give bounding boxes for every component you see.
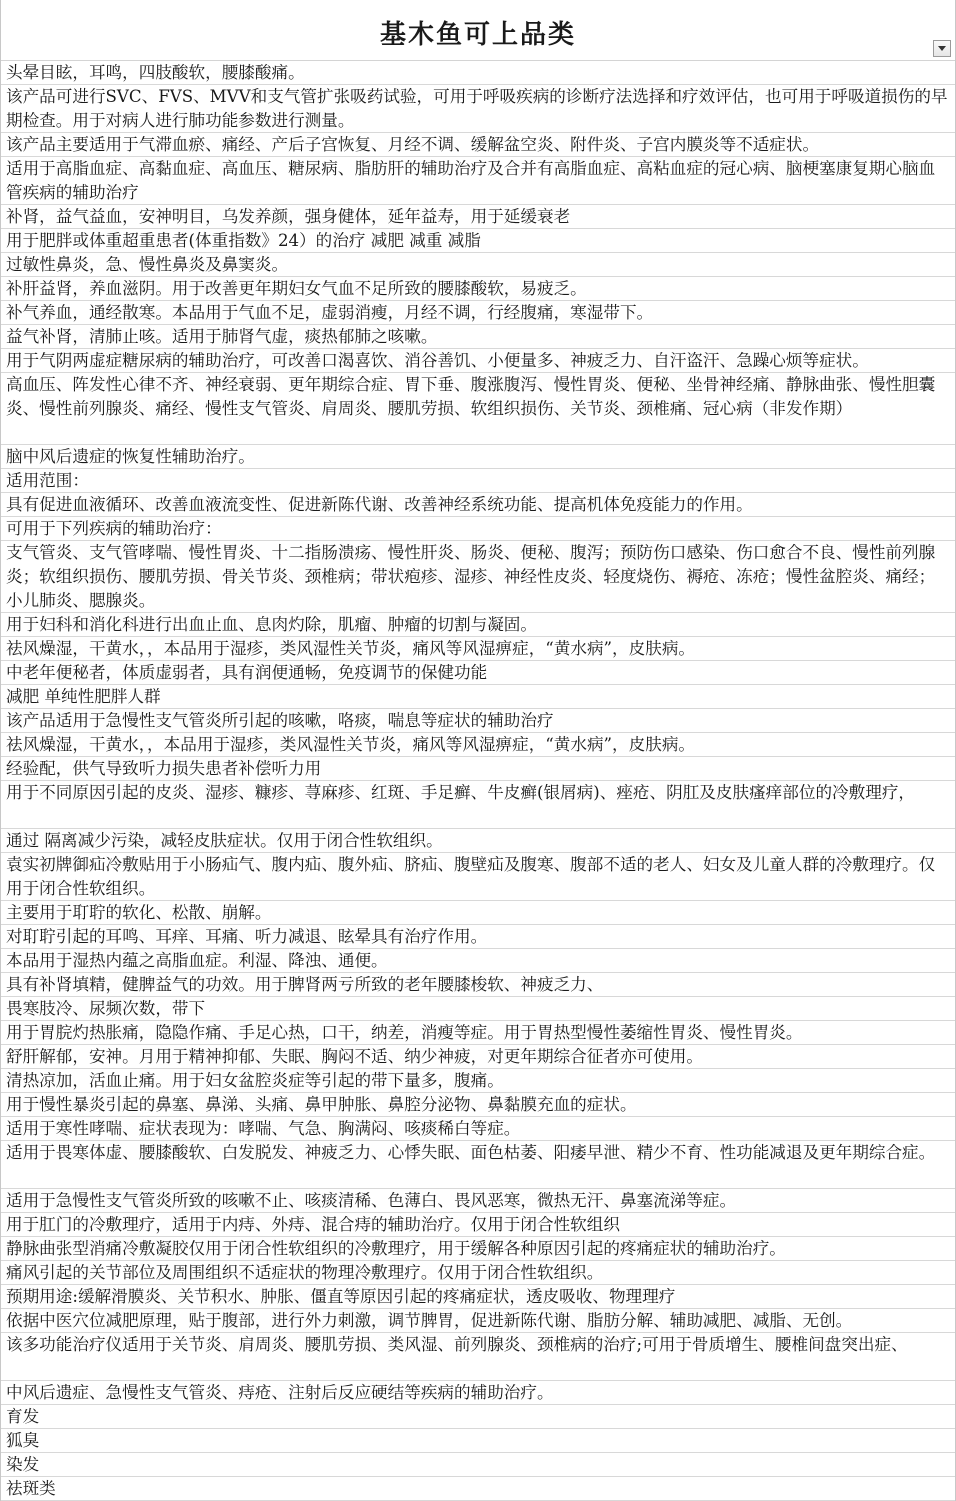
list-item[interactable]: 适用于高脂血症、高黏血症、高血压、糖尿病、脂肪肝的辅助治疗及合并有高脂血症、高粘血症的冠心病、脑梗塞康复期心脑血管疾病的辅助治疗 — [1, 157, 955, 205]
list-item[interactable]: 用于慢性暴炎引起的鼻塞、鼻涕、头痛、鼻甲肿胀、鼻腔分泌物、鼻黏膜充血的症状。 — [1, 1093, 955, 1117]
list-item[interactable]: 头晕目眩，耳鸣，四肢酸软，腰膝酸痛。 — [1, 61, 955, 85]
list-item[interactable]: 该多功能治疗仪适用于关节炎、肩周炎、腰肌劳损、类风湿、前列腺炎、颈椎病的治疗;可用于骨质增生、腰椎间盘突出症、 — [1, 1333, 955, 1381]
list-item[interactable]: 祛风燥湿，干黄水，，本品用于湿疹，类风湿性关节炎，痛风等风湿痹症，“黄水病”，皮肤病。 — [1, 637, 955, 661]
list-item[interactable]: 用于胃脘灼热胀痛，隐隐作痛、手足心热，口干，纳差，消瘦等症。用于胃热型慢性萎缩性胃炎、慢性胃炎。 — [1, 1021, 955, 1045]
list-item[interactable]: 通过 隔离减少污染，减轻皮肤症状。仅用于闭合性软组织。 — [1, 829, 955, 853]
list-item[interactable]: 益气补肾，清肺止咳。适用于肺肾气虚，痰热郁肺之咳嗽。 — [1, 325, 955, 349]
list-item[interactable]: 减肥 单纯性肥胖人群 — [1, 685, 955, 709]
list-item[interactable]: 预期用途:缓解滑膜炎、关节积水、肿胀、僵直等原因引起的疼痛症状，透皮吸收、物理理疗 — [1, 1285, 955, 1309]
list-item[interactable]: 用于肛门的冷敷理疗，适用于内痔、外痔、混合痔的辅助治疗。仅用于闭合性软组织 — [1, 1213, 955, 1237]
list-item[interactable]: 染发 — [1, 1453, 955, 1477]
list-item[interactable]: 经验配，供气导致听力损失患者补偿听力用 — [1, 757, 955, 781]
list-item[interactable]: 补气养血，通经散寒。本品用于气血不足，虚弱消瘦，月经不调，行经腹痛，寒湿带下。 — [1, 301, 955, 325]
list-item[interactable]: 依据中医穴位减肥原理，贴于腹部，进行外力刺激，调节脾胃，促进新陈代谢、脂肪分解、辅助减肥、减脂、无创。 — [1, 1309, 955, 1333]
list-item[interactable]: 该产品适用于急慢性支气管炎所引起的咳嗽，咯痰，喘息等症状的辅助治疗 — [1, 709, 955, 733]
list-item[interactable]: 对耵聍引起的耳鸣、耳痒、耳痛、听力减退、眩晕具有治疗作用。 — [1, 925, 955, 949]
list-item[interactable]: 袁实初牌御疝冷敷贴用于小肠疝气、腹内疝、腹外疝、脐疝、腹壁疝及腹寒、腹部不适的老人、妇女及儿童人群的冷敷理疗。仅用于闭合性软组织。 — [1, 853, 955, 901]
list-item[interactable]: 主要用于耵聍的软化、松散、崩解。 — [1, 901, 955, 925]
list-item[interactable]: 中老年便秘者，体质虚弱者，具有润便通畅，免疫调节的保健功能 — [1, 661, 955, 685]
list-item[interactable]: 适用于寒性哮喘、症状表现为：哮喘、气急、胸满闷、咳痰稀白等症。 — [1, 1117, 955, 1141]
category-list — [1, 61, 955, 1501]
list-item[interactable]: 狐臭 — [1, 1429, 955, 1453]
list-item[interactable]: 具有补肾填精，健脾益气的功效。用于脾肾两亏所致的老年腰膝梭软、神疲乏力、 — [1, 973, 955, 997]
filter-dropdown-icon[interactable] — [933, 40, 951, 57]
list-item[interactable]: 脑中风后遗症的恢复性辅助治疗。 — [1, 445, 955, 469]
list-item[interactable]: 过敏性鼻炎，急、慢性鼻炎及鼻窦炎。 — [1, 253, 955, 277]
list-item[interactable]: 可用于下列疾病的辅助治疗： — [1, 517, 955, 541]
list-item[interactable]: 适用于畏寒体虚、腰膝酸软、白发脱发、神疲乏力、心悸失眠、面色枯萎、阳痿早泄、精少不育、性功能减退及更年期综合症。 — [1, 1141, 955, 1189]
list-item[interactable]: 用于不同原因引起的皮炎、湿疹、糠疹、荨麻疹、红斑、手足癣、牛皮癣(银屑病)、痤疮、阴肛及皮肤瘙痒部位的冷敷理疗， — [1, 781, 955, 829]
list-item[interactable]: 清热凉加，活血止痛。用于妇女盆腔炎症等引起的带下量多，腹痛。 — [1, 1069, 955, 1093]
list-item[interactable]: 育发 — [1, 1405, 955, 1429]
list-item[interactable]: 具有促进血液循环、改善血液流变性、促进新陈代谢、改善神经系统功能、提高机体免疫能力的作用。 — [1, 493, 955, 517]
list-item[interactable]: 适用于急慢性支气管炎所致的咳嗽不止、咳痰清稀、色薄白、畏风恶寒，微热无汗、鼻塞流涕等症。 — [1, 1189, 955, 1213]
list-item[interactable]: 补肾，益气益血，安神明目，乌发养颜，强身健体，延年益寿，用于延缓衰老 — [1, 205, 955, 229]
list-item[interactable]: 静脉曲张型消痛冷敷凝胶仅用于闭合性软组织的冷敷理疗，用于缓解各种原因引起的疼痛症状的辅助治疗。 — [1, 1237, 955, 1261]
list-item[interactable]: 高血压、阵发性心律不齐、神经衰弱、更年期综合症、胃下垂、腹涨腹泻、慢性胃炎、便秘、坐骨神经痛、静脉曲张、慢性胆囊炎、慢性前列腺炎、痛经、慢性支气管炎、肩周炎、腰肌劳损、软组织损伤、关节炎、颈椎痛、冠心病（非发作期） — [1, 373, 955, 445]
list-item[interactable]: 祛风燥湿，干黄水，，本品用于湿疹，类风湿性关节炎，痛风等风湿痹症，“黄水病”，皮肤病。 — [1, 733, 955, 757]
sheet-title: 基木鱼可上品类 — [379, 20, 576, 50]
list-item[interactable]: 支气管炎、支气管哮喘、慢性胃炎、十二指肠溃疡、慢性肝炎、肠炎、便秘、腹泻；预防伤口感染、伤口愈合不良、慢性前列腺炎；软组织损伤、腰肌劳损、骨关节炎、颈椎病；带状疱疹、湿疹、神经性皮炎、轻度烧伤、褥疮、冻疮；慢性盆腔炎、痛经；小儿肺炎、腮腺炎。 — [1, 541, 955, 613]
list-item[interactable]: 舒肝解郁，安神。月用于精神抑郁、失眠、胸闷不适、纳少神疲，对更年期综合征者亦可使用。 — [1, 1045, 955, 1069]
list-item[interactable]: 适用范围： — [1, 469, 955, 493]
list-item[interactable]: 用于妇科和消化科进行出血止血、息肉灼除，肌瘤、肿瘤的切割与凝固。 — [1, 613, 955, 637]
list-item[interactable]: 该产品可进行SVC、FVS、MVV和支气管扩张吸药试验，可用于呼吸疾病的诊断疗法选择和疗效评估，也可用于呼吸道损伤的早期检查。用于对病人进行肺功能参数进行测量。 — [1, 85, 955, 133]
title-row[interactable] — [1, 0, 955, 61]
list-item[interactable]: 该产品主要适用于气滞血瘀、痛经、产后子宫恢复、月经不调、缓解盆空炎、附件炎、子宫内膜炎等不适症状。 — [1, 133, 955, 157]
list-item[interactable]: 痛风引起的关节部位及周围组织不适症状的物理冷敷理疗。仅用于闭合性软组织。 — [1, 1261, 955, 1285]
list-item[interactable]: 中风后遗症、急慢性支气管炎、痔疮、注射后反应硬结等疾病的辅助治疗。 — [1, 1381, 955, 1405]
list-item[interactable]: 本品用于湿热内蕴之高脂血症。利湿、降浊、通便。 — [1, 949, 955, 973]
list-item[interactable]: 畏寒肢冷、尿频次数，带下 — [1, 997, 955, 1021]
list-item[interactable]: 用于气阴两虚症糖尿病的辅助治疗，可改善口渴喜饮、消谷善饥、小便量多、神疲乏力、自汗盗汗、急躁心烦等症状。 — [1, 349, 955, 373]
list-item[interactable]: 用于肥胖或体重超重患者(体重指数》24）的治疗 减肥 减重 减脂 — [1, 229, 955, 253]
list-item[interactable]: 补肝益肾，养血滋阴。用于改善更年期妇女气血不足所致的腰膝酸软，易疲乏。 — [1, 277, 955, 301]
list-item[interactable]: 祛斑类 — [1, 1477, 955, 1501]
